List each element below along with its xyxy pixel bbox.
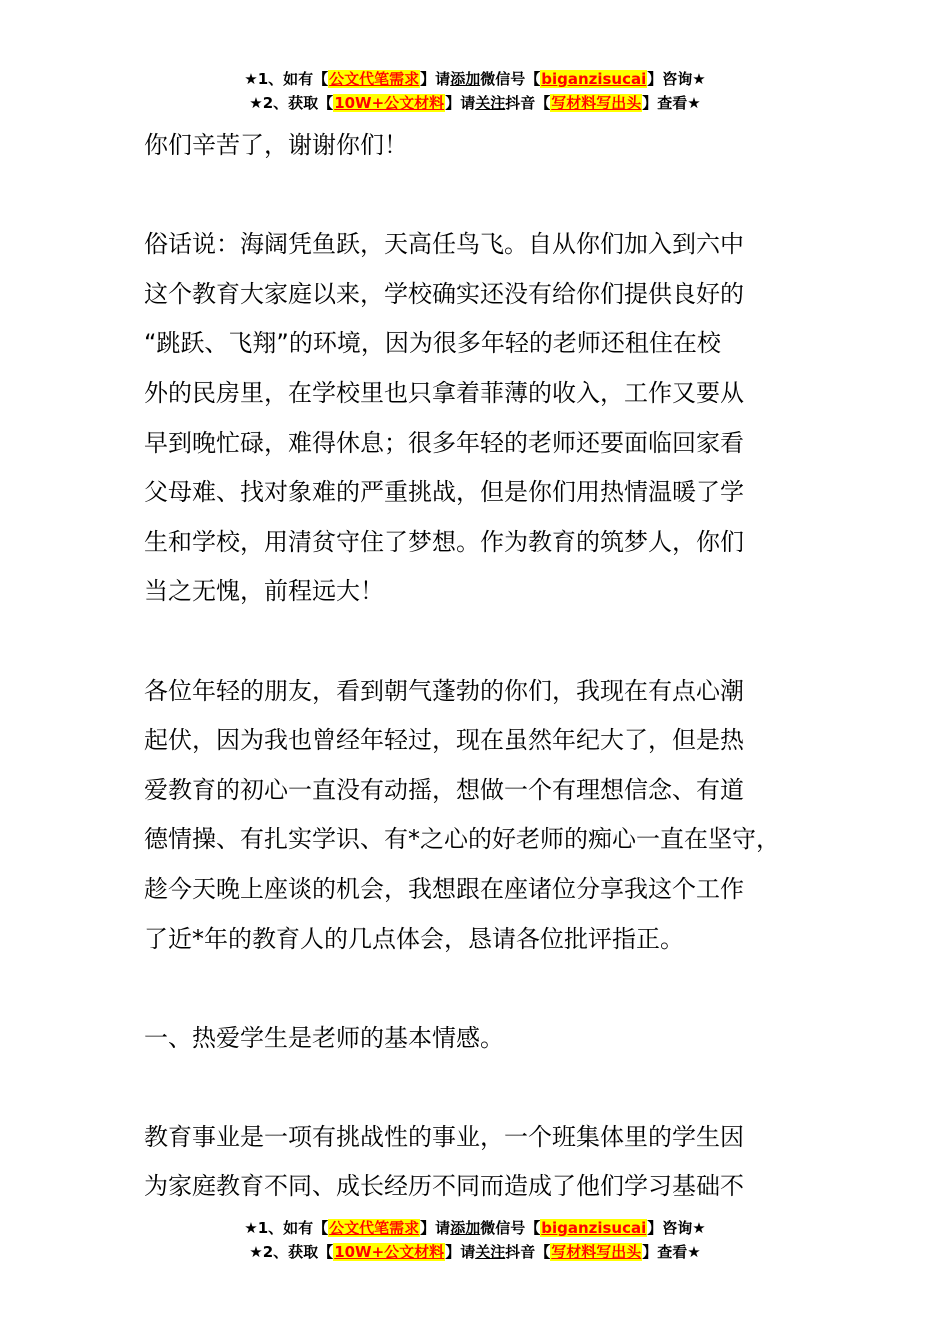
body-line: 各位年轻的朋友，看到朝气蓬勃的你们，我现在有点心潮: [144, 676, 744, 705]
footer-banner-line-2: [0, 1240, 950, 1264]
banner-text: 】请: [420, 70, 451, 88]
banner-emphasis: 添加: [450, 1219, 481, 1237]
body-line: “跳跃、飞翔”的环境，因为很多年轻的老师还租住在校: [144, 329, 721, 358]
banner-text: 抖音【: [505, 94, 551, 112]
body-line: 早到晚忙碌，难得休息；很多年轻的老师还要面临回家看: [144, 428, 744, 457]
banner-text: 微信号【: [480, 70, 541, 88]
body-line: 爱教育的初心一直没有动摇，想做一个有理想信念、有道: [144, 775, 744, 804]
paragraph-gap: [144, 171, 834, 221]
body-line: 趁今天晚上座谈的机会，我想跟在座诸位分享我这个工作: [144, 874, 744, 903]
banner-text: 】查看★: [642, 1243, 701, 1261]
banner-highlight: 写材料写出头: [551, 94, 642, 112]
banner-text: ★1、如有【: [244, 70, 329, 88]
body-line: 为家庭教育不同、成长经历不同而造成了他们学习基础不: [144, 1172, 744, 1201]
banner-text: 】请: [445, 1243, 476, 1261]
banner-highlight: 公文代笔需求: [329, 1219, 420, 1237]
body-line: 教育事业是一项有挑战性的事业，一个班集体里的学生因: [144, 1122, 744, 1151]
section-heading: 一、热爱学生是老师的基本情感。: [144, 1023, 504, 1052]
banner-text: 】请: [420, 1219, 451, 1237]
body-line: 这个教育大家庭以来，学校确实还没有给你们提供良好的: [144, 279, 744, 308]
banner-highlight: biganzisucai: [541, 1219, 647, 1237]
banner-emphasis: 关注: [475, 1243, 506, 1261]
banner-text: 微信号【: [480, 1219, 541, 1237]
banner-text: ★2、获取【: [249, 1243, 334, 1261]
body-line: 父母难、找对象难的严重挑战，但是你们用热情温暖了学: [144, 478, 744, 507]
banner-emphasis: 添加: [450, 70, 481, 88]
banner-highlight: 10W+公文材料: [334, 94, 445, 112]
document-body: [144, 121, 834, 1212]
banner-emphasis: 关注: [475, 94, 506, 112]
body-line: 俗话说：海阔凭鱼跃，天高任鸟飞。自从你们加入到六中: [144, 230, 744, 259]
body-line: 德情操、有扎实学识、有*之心的好老师的痴心一直在坚守，: [144, 825, 780, 854]
header-banner: [0, 67, 950, 115]
paragraph-gap: [144, 1063, 834, 1113]
footer-banner: [0, 1216, 950, 1264]
body-line: 生和学校，用清贫守住了梦想。作为教育的筑梦人，你们: [144, 527, 744, 556]
banner-text: 】咨询★: [647, 70, 706, 88]
banner-highlight: 写材料写出头: [551, 1243, 642, 1261]
body-line: 你们辛苦了，谢谢你们！: [144, 131, 408, 159]
banner-highlight: biganzisucai: [541, 70, 647, 88]
paragraph-gap: [144, 617, 834, 667]
body-line: 当之无愧，前程远大！: [144, 577, 384, 606]
banner-text: ★1、如有【: [244, 1219, 329, 1237]
body-line: 外的民房里，在学校里也只拿着菲薄的收入，工作又要从: [144, 378, 744, 407]
banner-text: ★2、获取【: [249, 94, 334, 112]
body-line: 起伏，因为我也曾经年轻过，现在虽然年纪大了，但是热: [144, 726, 744, 755]
body-line: 了近*年的教育人的几点体会，恳请各位批评指正。: [144, 924, 684, 953]
banner-highlight: 公文代笔需求: [329, 70, 420, 88]
paragraph-gap: [144, 964, 834, 1014]
banner-text: 】请: [445, 94, 476, 112]
banner-text: 】查看★: [642, 94, 701, 112]
footer-banner-line-1: [0, 1216, 950, 1240]
banner-highlight: 10W+公文材料: [334, 1243, 445, 1261]
header-banner-line-2: [0, 91, 950, 115]
banner-text: 】咨询★: [647, 1219, 706, 1237]
banner-text: 抖音【: [505, 1243, 551, 1261]
header-banner-line-1: [0, 67, 950, 91]
